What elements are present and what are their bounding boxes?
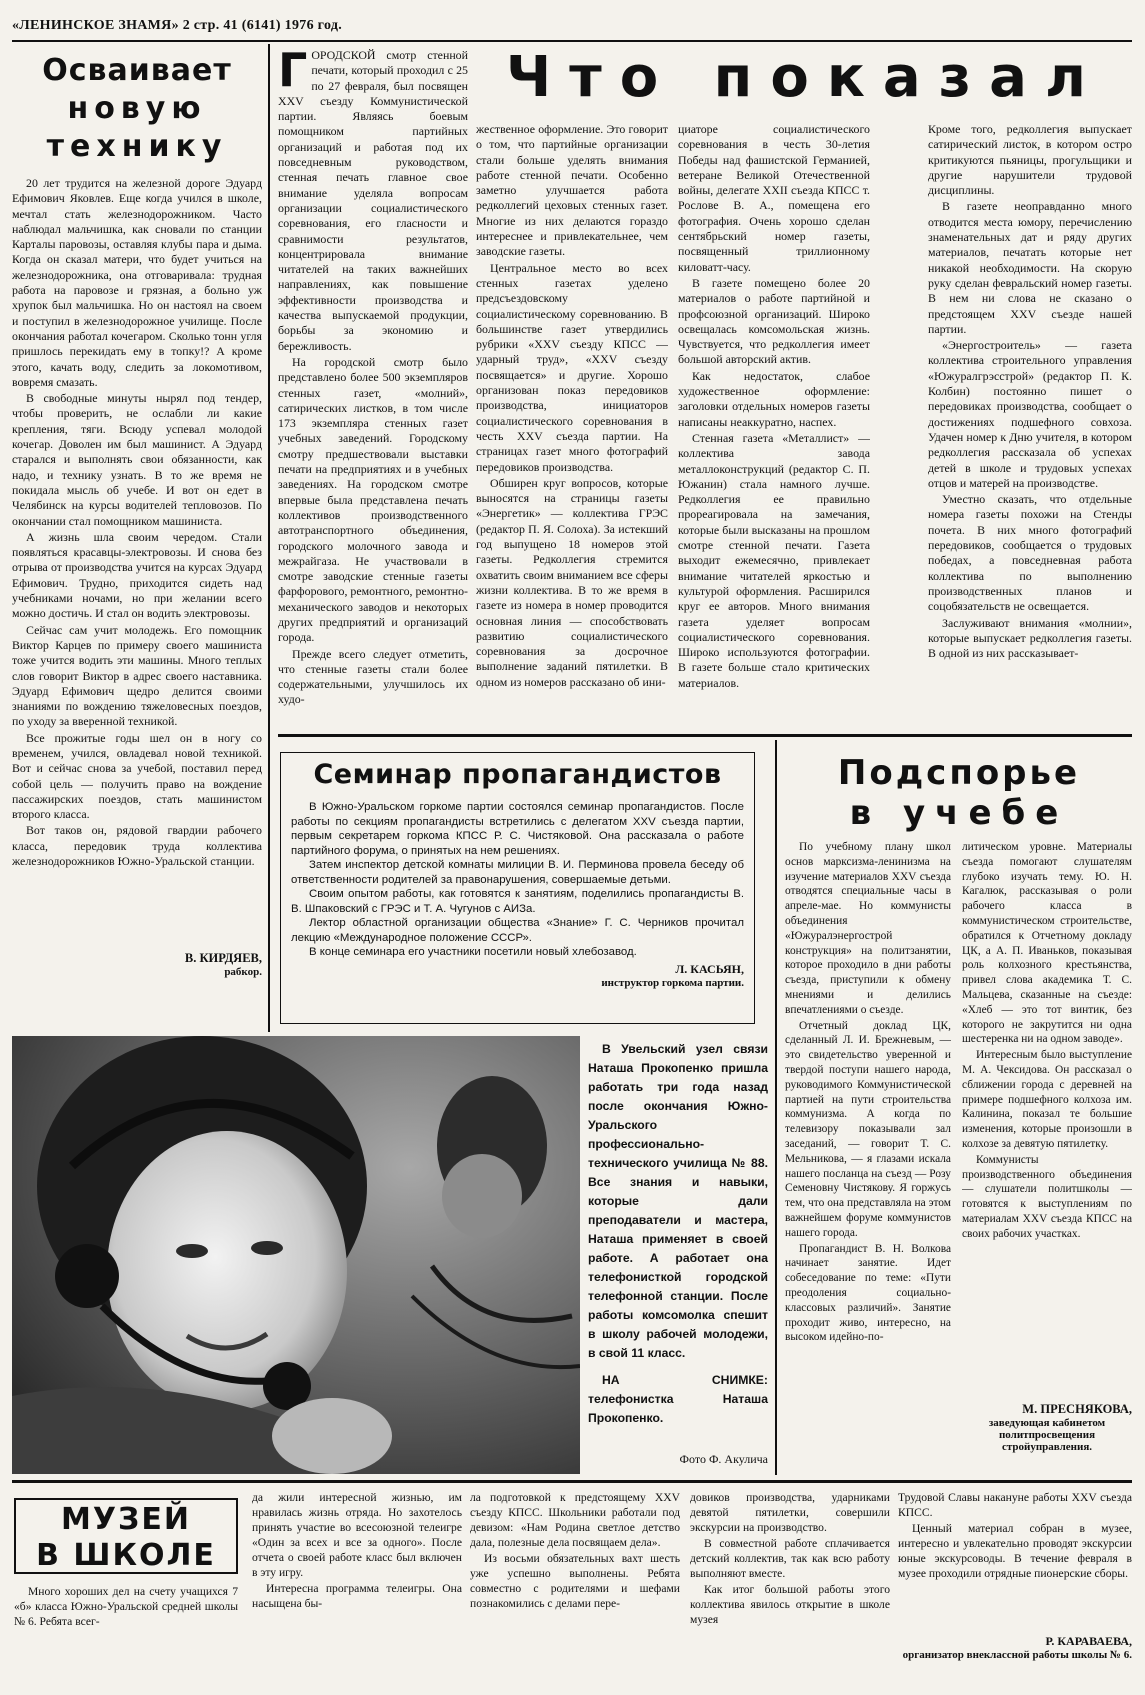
support-author: М. ПРЕСНЯКОВА,: [1022, 1402, 1132, 1416]
paragraph: Трудовой Славы накануне работы XXV съезда КПСС.: [898, 1491, 1132, 1519]
paragraph: ОРОДСКОЙ смотр стенной печати, который проходил с 25 по 27 февраля, был посвящен XXV съезду Коммунистической партии. Являясь боевым помощником партийных организаций и работая под их повседневным руководством, стенная печать главное свое внимание уделяла вопросам организации социалистического соревнования, его гласности и сравнимости результатов, концентрировала внимание читателей на таких важнейших направлениях, как повышение эффективности производства и качества выпускаемой продукции, борьбы за экономию и бережливость.: [278, 48, 468, 353]
seminar-body: [291, 800, 744, 960]
column-rule: [268, 44, 270, 1032]
article-new-technology: [12, 50, 262, 1030]
museum-title-line2: В ШКОЛЕ: [36, 1538, 216, 1573]
paragraph: жественное оформление. Это говорит о том, что партийные организации стали больше уделять внимания работе стенной печати. Особенно заметно улучшается работа редколлегий цеховых стенных газет. Многие из них делаются гораздо интереснее и привлекательнее, чем заводские газеты.: [476, 122, 668, 259]
section-rule: [12, 1480, 1132, 1483]
museum-author: Р. КАРАВАЕВА,: [1045, 1634, 1132, 1648]
paragraph: Центральное место во всех стенных газетах уделено предсъездовскому социалистическому соревнованию. В большинстве газет утвердились рубрики «XXV съезду КПСС — ударный труд», «XXV съезду посвящается» и другие. Хорошо организован показ передовиков производства, инициаторов социалистического соревнования в честь XXV съезда партии. На страницах газет много фотографий передовиков производства.: [476, 260, 668, 474]
paragraph: Ценный материал собран в музее, интересно и увлекательно проводят экскурсии юные экскурсоводы. В течение февраля в музее проходили отрядные пионерские сборы.: [898, 1522, 1132, 1580]
museum-col2: [470, 1490, 680, 1688]
paragraph: Прежде всего следует отметить, что стенные газеты стали более содержательными, улучшилось их худо-: [278, 646, 468, 707]
section-rule: [278, 734, 1132, 737]
paragraph: В свободные минуты нырял под тендер, чтобы проверить, не ослабли ли какие крепления, тяги. Всюду успевал молодой кочегар. Доволен им был машинист. А Эдуард старался и выполнять свои обязанности, как надо, и технику узнать. В то же время не покидала мысль об учебе. И вот он едет в Челябинск на курсы водителей тепловозов. По окончании стал помощником машиниста.: [12, 391, 262, 528]
paragraph: Отчетный доклад ЦК, сделанный Л. И. Брежневым, — это свидетельство уверенной и твердой поступи нашего народа, руководимого Коммунистической партией на пути строительства коммунизма. А когда по телевизору показывали зал заседаний, — говорит Т. С. Мельникова, — я глазами искала нашего посланца на съезд — Розу Семеновну Чистякову. Я горжусь тем, что она представляла на этом важнейшем форуме коммунистов нашего города.: [785, 1019, 951, 1239]
main-article-col1: [278, 48, 468, 718]
museum-signature: [898, 1634, 1132, 1661]
paragraph: Лектор областной организации общества «Знание» Г. С. Черников прочитал лекцию «Международное положение СССР».: [291, 917, 744, 944]
photo-telephonist: [12, 1036, 580, 1474]
article-title-line3: технику: [46, 129, 228, 164]
paragraph: Как итог большой работы этого коллектива явилось открытие в школе музея: [690, 1583, 890, 1626]
photo-image: [12, 1036, 580, 1474]
author-name: В. КИРДЯЕВ,: [184, 951, 262, 965]
paragraph: циаторе социалистического соревнования в честь 30-летия Победы над фашистской Германией, ветеране Великой Отечественной войны, делегате XXII съезда КПСС т. Рослове В. А., помещена его фотография. Очень хорошо сделан сентябрьский номер газеты, посвященный триллионному киловатт-часу.: [678, 122, 870, 274]
main-article-col2: [476, 122, 668, 718]
support-title-line1: Подспорье: [837, 753, 1081, 793]
article-body: [12, 176, 262, 951]
paragraph: литическом уровне. Материалы съезда помогают слушателям глубоко изучать тему. Ю. Н. Кагалюк, рассказывая о роли рабочего класса в коммунистическом строительстве, обратился к Отчетному докладу ЦК, а А. П. Иваньков, показывая роль колхозного крестьянства, привел слова академика Т. С. Мальцева, сказанные на съезде: «Хлеб — это тот винтик, без которого не закрутится ни одна шестеренка ни на одном заводе».: [962, 841, 1132, 1046]
paragraph: Все прожитые годы шел он в ногу со временем, учился, овладевал новой техникой. Вот и сейчас снова за учебой, поставил перед собой цель — получить право на вождение пассажирских поездов, стать машинистом второго класса.: [12, 730, 262, 822]
museum-title-line1: МУЗЕЙ: [61, 1502, 191, 1537]
photo-credit: Фото Ф. Акулича: [679, 1452, 768, 1466]
paragraph: Уместно сказать, что отдельные номера газеты похожи на Стенды почета. В них много фотографий передовиков, сообщается о трудовых победах, а повседневная работа коллектива по выполнению производственных планов и соцобязательств не освещается.: [928, 492, 1132, 614]
paragraph: В газете неоправданно много отводится места юмору, перечислению знаменательных дат и ряду других материалов, печатать которые нет никакой необходимости. На скорую руку сделан февральский номер газеты. В нем ни слова не сказано о предстоящем XXV съезде нашей партии.: [928, 199, 1132, 336]
article-title-line1: Осваивает: [42, 53, 232, 88]
main-article-title: Что показал: [506, 45, 1104, 110]
paragraph: Интересна программа телеигры. Она насыщена бы-: [252, 1582, 462, 1610]
seminar-title: Семинар пропагандистов: [313, 759, 722, 790]
article-title-line2: новую: [67, 91, 207, 126]
support-author-role: заведующая кабинетом политпросвещения стройуправления.: [988, 1417, 1106, 1453]
support-signature: [962, 1402, 1132, 1453]
main-article-col4: [928, 122, 1132, 718]
paragraph: Своим опытом работы, как готовятся к занятиям, поделились пропагандисты В. В. Шпаковский с ГРЭС и Т. А. Чугунов с АИЗа.: [291, 888, 744, 915]
paragraph: В конце семинара его участники посетили новый хлебозавод.: [309, 946, 637, 958]
paragraph: В Южно-Уральском горкоме партии состоялся семинар пропагандистов. После работы по секциям пропагандисты встретились с делегатом XXV съезда партии, первым секретарем горкома КПСС Р. С. Чистяковой. Она рассказала о работе партийного форума, о принятых на нем решениях.: [291, 801, 744, 857]
support-title-line2: в учебе: [849, 793, 1069, 833]
paragraph: Затем инспектор детской комнаты милиции В. И. Перминова провела беседу об ответственности родителей за правонарушения, совершаемые детьми.: [291, 859, 744, 886]
paragraph: Как недостаток, слабое художественное оформление: заголовки отдельных номеров газеты написаны неаккуратно, наспех.: [678, 368, 870, 429]
paragraph: 20 лет трудится на железной дороге Эдуард Ефимович Яковлев. Еще когда учился в школе, мечтал стать железнодорожником. Часто наблюдал мальчишка, как сновали по станции Карталы паровозы, оставляя клубы пара и дыма. Когда он сказал матери, что будет учиться на железнодорожника, она отговаривала: трудная работа на паровозе и грязная, а больно уж хрупок был мальчишка. Но он настоял на своем и поступил в железнодорожное училище. После окончания работал кочегаром. Сколько тонн угля пришлось перекидать ему в топку!? А кроме этого, качать воду, следить за локомотивом, вовремя смазать.: [12, 176, 262, 389]
column-rule: [775, 740, 777, 1475]
top-rule: [12, 40, 1132, 42]
paragraph: Сейчас сам учит молодежь. Его помощник Виктор Карцев по примеру своего машиниста тоже учится водить эти машины. Много теплых слов говорит Виктор в адрес своего наставника. Эдуард Ефимович щедро делится своими знаниями по вождению тяжеловесных поездов, по уходу за вверенной техникой.: [12, 622, 262, 729]
paragraph: Обширен круг вопросов, которые выносятся на страницы газеты «Энергетик» — коллектива ГРЭС (редактор П. Я. Солоха). За истекший год выпущено 18 номеров этой газеты. Редколлегия стремится охватить своим вниманием все сферы жизни коллектива. В то же время в газете из номера в номер проводится основная линия — способствовать развитию социалистического соревнования за досрочное выполнение заданий пятилетки. В одном из номеров рассказано об ини-: [476, 475, 668, 689]
paragraph: Пропагандист В. Н. Волкова начинает занятие. Идет собеседование по теме: «Пути преодоления социально-классовых различий». Занятие проходит живо, интересно, на высоком идейно-по-: [785, 1242, 951, 1344]
museum-author-role: организатор внеклассной работы школы № 6.: [902, 1649, 1132, 1661]
support-col2: [962, 840, 1132, 1400]
paragraph: ла подготовкой к предстоящему XXV съезду КПСС. Школьники работали под девизом: «Нам Родина светлое детство дала, полезные дела посвящаем дела».: [470, 1491, 680, 1549]
seminar-box: [280, 752, 755, 1024]
support-col1: [785, 840, 951, 1468]
paragraph: Много хороших дел на счету учащихся 7 «б» класса Южно-Уральской средней школы № 6. Ребята всег-: [14, 1585, 238, 1628]
paragraph: В Увельский узел связи Наташа Прокопенко пришла работать три года назад после окончания Южно-Уральского профессионально-технического училища № 88. Все знания и навыки, которые дали преподаватели и мастера, Наташа применяет в своей работе. А работает она телефонисткой городской телефонной станции. После работы комсомолка спешит в школу рабочей молодежи, в свой 11 класс.: [588, 1042, 768, 1360]
masthead: «ЛЕНИНСКОЕ ЗНАМЯ» 2 стр. 41 (6141) 1976 год.: [12, 18, 343, 33]
paragraph: А жизнь шла своим чередом. Стали появляться красавцы-электровозы. И снова без отрыва от производства учится на курсах Эдуард Ефимович. Трудно, приходится сидеть над учебниками ночами, но при желании всего можно достичь. И стал он водить электровозы.: [12, 529, 262, 621]
paragraph: В газете помещено более 20 материалов о работе партийной и профсоюзной организаций. Широко освещалась комсомольская жизнь. Чувствуется, что редколлегия имеет большой авторский актив.: [678, 275, 870, 367]
paragraph: довиков производства, ударниками девятой пятилетки, совершили экскурсии на производство.: [690, 1491, 890, 1534]
museum-col0: [14, 1584, 238, 1684]
main-article-col3: [678, 122, 870, 718]
museum-title-box: [14, 1498, 238, 1574]
museum-col4: [898, 1490, 1132, 1630]
author-role: рабкор.: [224, 966, 262, 978]
paragraph: Заслуживают внимания «молнии», которые выпускает редколлегия газеты. В одной из них рассказывает-: [928, 615, 1132, 661]
photo-caption: [588, 1040, 768, 1435]
paragraph: По учебному плану школ основ марксизма-ленинизма на изучение материалов XXV съезда отводятся специальные часы в апреле-мае. Но коммунисты объединения «Южуралэнергострой конструкция» на политзанятии, которое проходило в дни работы съезда, приступили к обмену мнениями и делились впечатлениями о съезде.: [785, 841, 951, 1016]
paragraph: «Энергостроитель» — газета коллектива строительного управления «Южуралгрэсстрой» (редактор П. К. Колбин) постоянно пишет о передовиках производства, сообщает о достижениях подшефного совхоза. Удачен номер к Дню учителя, в котором редколлегия рассказала об успехах детей в школе и трудовых успехах отцов и матерей на производстве.: [928, 338, 1132, 490]
paragraph: Кроме того, редколлегия выпускает сатирический листок, в котором остро критикуются пьяницы, прогульщики и другие нарушители трудовой дисциплины.: [928, 122, 1132, 198]
paragraph: На городской смотр было представлено более 500 экземпляров стенных газет, «молний», сатирических листков, в том числе 173 экземпляра стенных газет учебных заведений. Городскому смотру предшествовали выставки печати на предприятиях и в учебных заведениях. На городском смотре впервые была представлена печать коллективов производственного автотранспортного объединения, городского молочного завода и межрайгаза. Не участвовали в смотре заводские стенные газеты фарфорового, ремонтного, ремонтно-механического заводов и некоторых других предприятий и организаций города.: [278, 354, 468, 645]
paragraph: В совместной работе сплачивается детский коллектив, так как всю работу выполняют вместе.: [690, 1537, 890, 1580]
paragraph: Интересным было выступление М. А. Чексидова. Он рассказал о сближении города с деревней на примере подшефного колхоза им. Калинина, показал те большие изменения, которые произошли в колхозе за девятую пятилетку.: [962, 1049, 1132, 1150]
paragraph: Коммунисты производственного объединения — слушатели политшколы — готовятся к выступлениям по материалам XXV съезда КПСС на своих рабочих участках.: [962, 1153, 1132, 1240]
paragraph: да жили интересной жизнью, им нравилась жизнь отряда. Но захотелось принять участие во всесоюзной телеигре «Один за всех и все за одного». После отчета о своей работе класс был включен в эту игру.: [252, 1491, 462, 1579]
seminar-author: Л. КАСЬЯН,: [675, 961, 744, 976]
paragraph: Вот таков он, рядовой гвардии рабочего класса, передовик труда коллектива железнодорожников Южно-Уральской станции.: [12, 823, 262, 869]
paragraph: НА СНИМКЕ: телефонистка Наташа Прокопенко.: [588, 1373, 768, 1425]
museum-col1: [252, 1490, 462, 1688]
paragraph: Стенная газета «Металлист» — коллектива завода металлоконструкций (редактор С. П. Южанин) стала намного лучше. Редколлегия ее правильно прореагировала на замечания, которые были высказаны на прошлом смотре стенной печати. Газета выходит ежемесячно, привлекает внимание читателей яркостью и культурой оформления. Расширился круг ее авторов. Много внимания газета уделяет вопросам социалистического соревнования. Широко используются фотографии. В газете больше стало критических материалов.: [678, 430, 870, 690]
seminar-author-role: инструктор горкома партии.: [601, 976, 744, 989]
museum-col3: [690, 1490, 890, 1688]
drop-cap: Г: [278, 48, 308, 97]
paragraph: Из восьми обязательных вахт шесть уже успешно выполнены. Ребята совместно с родителями и шефами познакомились с делами пере-: [470, 1552, 680, 1610]
